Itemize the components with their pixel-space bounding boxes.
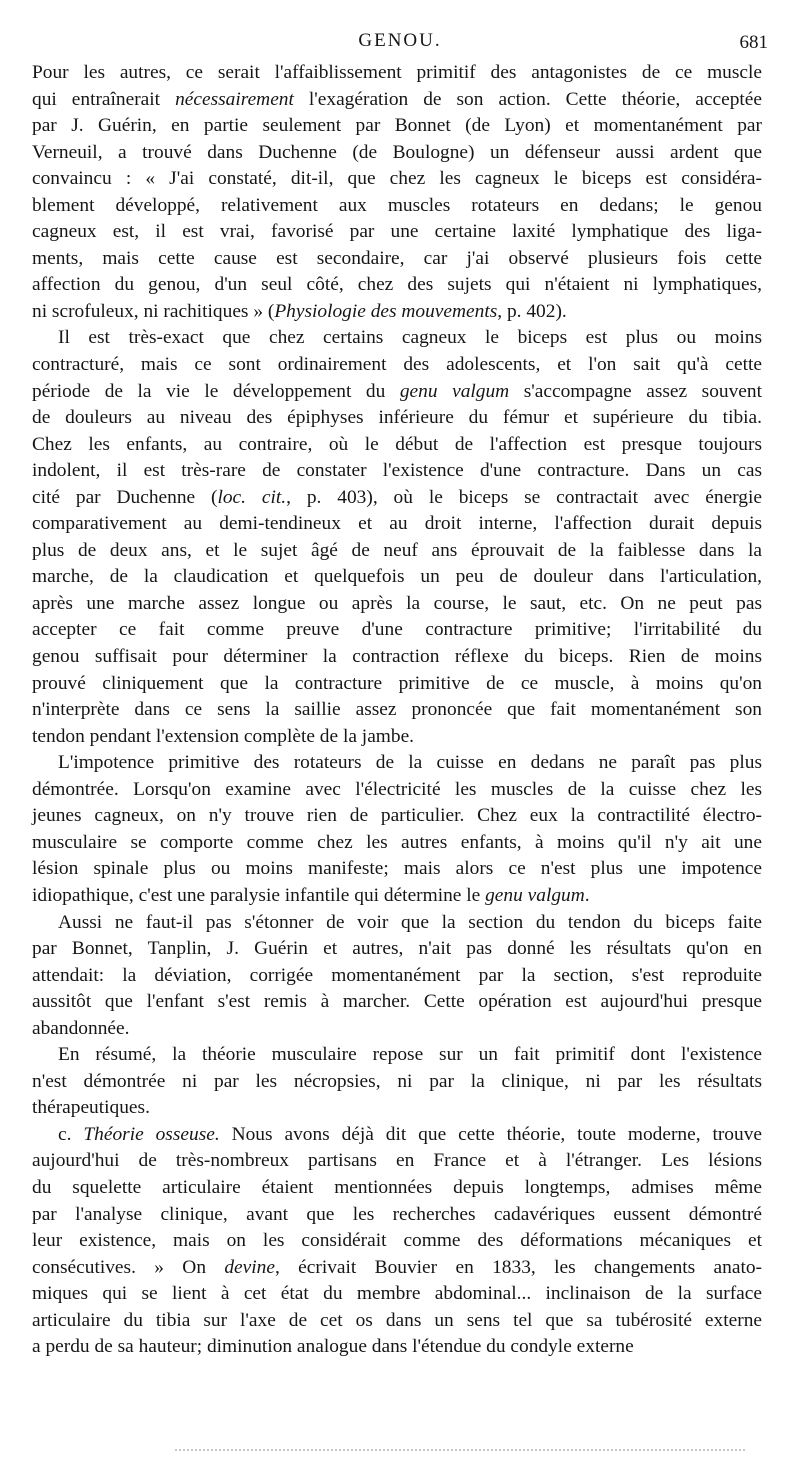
text-line	[32, 1228, 762, 1255]
text-segment: après une marche assez longue ou après la course, le saut, etc. On ne peut pas	[32, 592, 762, 614]
text-line	[32, 1202, 762, 1229]
text-segment: , p. 403), où le biceps se contractait avec énergie	[286, 486, 762, 508]
text-segment: aujourd'hui de très-nombreux partisans en France et à l'étranger. Les lésions	[32, 1150, 762, 1172]
text-segment: En résumé, la théorie musculaire repose sur un fait primitif dont l'existence	[58, 1044, 762, 1066]
text-segment: n'interprète dans ce sens la saillie assez prononcée que fait momentanément son	[32, 699, 762, 721]
text-segment: idiopathique, c'est une paralysie infantile qui détermine le	[32, 884, 486, 906]
text-line	[32, 140, 762, 167]
text-segment: cité par Duchenne (	[32, 486, 218, 508]
running-title: GENOU.	[358, 30, 442, 51]
text-line	[32, 936, 762, 963]
text-line	[32, 803, 762, 830]
text-segment: jeunes cagneux, on n'y trouve rien de particulier. Chez eux la contractilité électro-	[32, 805, 762, 827]
text-segment: par J. Guérin, en partie seulement par Bonnet (de Lyon) et momentanément par	[32, 115, 762, 137]
text-line	[32, 352, 762, 379]
text-line	[32, 1122, 762, 1149]
page-header	[30, 30, 770, 56]
text-segment: , écrivait Bouvier en 1833, les changements anato-	[274, 1256, 762, 1278]
text-line	[32, 113, 762, 140]
italic-text: nécessairement	[175, 88, 294, 110]
text-segment: Il est très-exact que chez certains cagneux le biceps est plus ou moins	[58, 327, 762, 349]
text-line	[32, 1016, 762, 1043]
text-segment: indolent, il est très-rare de constater l'existence d'une contracture. Dans un cas	[32, 460, 762, 482]
text-segment: affection du genou, d'un seul côté, chez des sujets qui n'étaient ni lymphatiques,	[32, 274, 762, 296]
text-line	[32, 856, 762, 883]
text-segment: du squelette articulaire étaient mentionnées depuis longtemps, admises même	[32, 1176, 762, 1198]
text-segment: c.	[58, 1123, 84, 1145]
text-segment: marche, de la claudication et quelquefois un peu de douleur dans l'articulation,	[32, 566, 762, 588]
text-line	[32, 1069, 762, 1096]
text-segment: L'impotence primitive des rotateurs de la cuisse en dedans ne paraît pas plus	[58, 752, 762, 774]
text-line	[32, 432, 762, 459]
text-segment: démontrée. Lorsqu'on examine avec l'électricité les muscles de la cuisse chez les	[32, 778, 762, 800]
text-line	[32, 671, 762, 698]
text-line	[32, 511, 762, 538]
text-segment: Nous avons déjà dit que cette théorie, toute moderne, trouve	[219, 1123, 762, 1145]
text-line	[32, 60, 762, 87]
text-line	[32, 405, 762, 432]
text-line	[32, 750, 762, 777]
text-segment: aussitôt que l'enfant s'est remis à marcher. Cette opération est aujourd'hui presque	[32, 991, 762, 1013]
page-number: 681	[739, 32, 768, 53]
paragraph-impotence	[32, 750, 762, 909]
text-line	[32, 697, 762, 724]
text-segment: ni scrofuleux, ni rachitiques » (	[32, 300, 275, 322]
text-segment: thérapeutiques.	[32, 1097, 150, 1119]
text-segment: Chez les enfants, au contraire, où le début de l'affection est presque toujours	[32, 433, 762, 455]
text-segment: prouvé cliniquement que la contracture primitive de ce muscle, à moins qu'on	[32, 672, 762, 694]
text-line	[32, 458, 762, 485]
text-line	[32, 989, 762, 1016]
text-line	[32, 485, 762, 512]
text-line	[32, 1255, 762, 1282]
body-text	[32, 60, 762, 1361]
text-segment: par l'analyse clinique, avant que les recherches cadavériques eussent démontré	[32, 1203, 762, 1225]
text-line	[32, 193, 762, 220]
text-segment: a perdu de sa hauteur; diminution analogue dans l'étendue du condyle externe	[32, 1336, 634, 1358]
italic-text: loc. cit.	[217, 486, 287, 508]
text-segment: Pour les autres, ce serait l'affaiblissement primitif des antagonistes de ce muscle	[32, 62, 762, 83]
text-line	[32, 644, 762, 671]
text-segment: Aussi ne faut-il pas s'étonner de voir que la section du tendon du biceps faite	[58, 911, 762, 933]
text-line	[32, 538, 762, 565]
text-line	[32, 219, 762, 246]
text-segment: l'exagération de son action. Cette théorie, acceptée	[293, 88, 762, 110]
paragraph-summary	[32, 1042, 762, 1122]
paragraph-biceps-section	[32, 910, 762, 1043]
text-segment: cagneux est, il est vrai, favorisé par une certaine laxité lymphatique des liga-	[32, 221, 762, 243]
italic-text: Théorie osseuse.	[83, 1123, 220, 1145]
text-segment: accepter ce fait comme preuve d'une contracture primitive; l'irritabilité du	[32, 619, 762, 641]
paragraph-muscle-theory-1	[32, 60, 762, 325]
text-segment: qui entraînerait	[32, 88, 176, 110]
text-segment: période de la vie le développement du	[32, 380, 400, 402]
text-segment: lésion spinale plus ou moins manifeste; mais alors ce n'est plus une impotence	[32, 858, 762, 880]
text-segment: par Bonnet, Tanplin, J. Guérin et autres, n'ait pas donné les résultats qu'on en	[32, 938, 762, 960]
text-line	[32, 272, 762, 299]
text-line	[32, 910, 762, 937]
italic-text: genu valgum	[485, 884, 585, 906]
text-segment: ments, mais cette cause est secondaire, car j'ai observé plusieurs fois cette	[32, 247, 762, 269]
text-line	[32, 1308, 762, 1335]
text-segment: s'accompagne assez souvent	[509, 380, 762, 402]
text-segment: genou suffisait pour déterminer la contraction réflexe du biceps. Rien de moins	[32, 646, 762, 668]
text-line	[32, 1148, 762, 1175]
text-line	[32, 166, 762, 193]
bottom-rule	[175, 1449, 745, 1451]
text-line	[32, 591, 762, 618]
italic-text: devine	[224, 1256, 275, 1278]
italic-text: genu valgum	[399, 380, 510, 402]
text-segment: blement développé, relativement aux muscles rotateurs en dedans; le genou	[32, 194, 762, 216]
text-segment: contracturé, mais ce sont ordinairement des adolescents, et l'on sait qu'à cette	[32, 354, 762, 376]
text-segment: consécutives. » On	[32, 1256, 225, 1278]
text-line	[32, 564, 762, 591]
paragraph-bone-theory	[32, 1122, 762, 1361]
text-segment: convaincu : « J'ai constaté, dit-il, que chez les cagneux le biceps est considéra-	[32, 168, 762, 190]
text-line	[32, 963, 762, 990]
text-segment: , p. 402).	[497, 300, 567, 322]
text-line	[32, 299, 762, 326]
text-segment: de douleurs au niveau des épiphyses inférieure du fémur et supérieure du tibia.	[32, 407, 762, 429]
text-line	[32, 724, 762, 751]
text-line	[32, 1095, 762, 1122]
text-line	[32, 1175, 762, 1202]
text-line	[32, 1334, 762, 1361]
text-line	[32, 1042, 762, 1069]
text-segment: n'est démontrée ni par les nécropsies, ni par la clinique, ni par les résultats	[32, 1070, 762, 1092]
italic-text: Physiologie des mouvements	[274, 300, 498, 322]
text-segment: miques qui se lient à cet état du membre abdominal... inclinaison de la surface	[32, 1283, 762, 1305]
text-line	[32, 777, 762, 804]
text-line	[32, 246, 762, 273]
text-line	[32, 325, 762, 352]
text-segment: comparativement au demi-tendineux et au droit interne, l'affection durait depuis	[32, 513, 762, 535]
text-segment: tendon pendant l'extension complète de la jambe.	[32, 725, 415, 747]
text-line	[32, 617, 762, 644]
text-segment: musculaire se comporte comme chez les autres enfants, à moins qu'il n'y ait une	[32, 831, 762, 853]
paragraph-contracture	[32, 325, 762, 750]
text-segment: articulaire du tibia sur l'axe de cet os dans un sens tel que sa tubérosité externe	[32, 1309, 762, 1331]
text-segment: plus de deux ans, et le sujet âgé de neuf ans éprouvait de la faiblesse dans la	[32, 539, 762, 561]
text-segment: abandonnée.	[32, 1017, 130, 1039]
text-segment: leur existence, mais on les considérait comme des déformations mécaniques et	[32, 1230, 762, 1252]
text-line	[32, 830, 762, 857]
text-line	[32, 883, 762, 910]
text-line	[32, 87, 762, 114]
text-segment: attendait: la déviation, corrigée momentanément par la section, s'est reproduite	[32, 964, 762, 986]
text-line	[32, 1281, 762, 1308]
text-segment: Verneuil, a trouvé dans Duchenne (de Boulogne) un défenseur aussi ardent que	[32, 141, 762, 163]
text-line	[32, 379, 762, 406]
text-segment: .	[584, 884, 590, 906]
